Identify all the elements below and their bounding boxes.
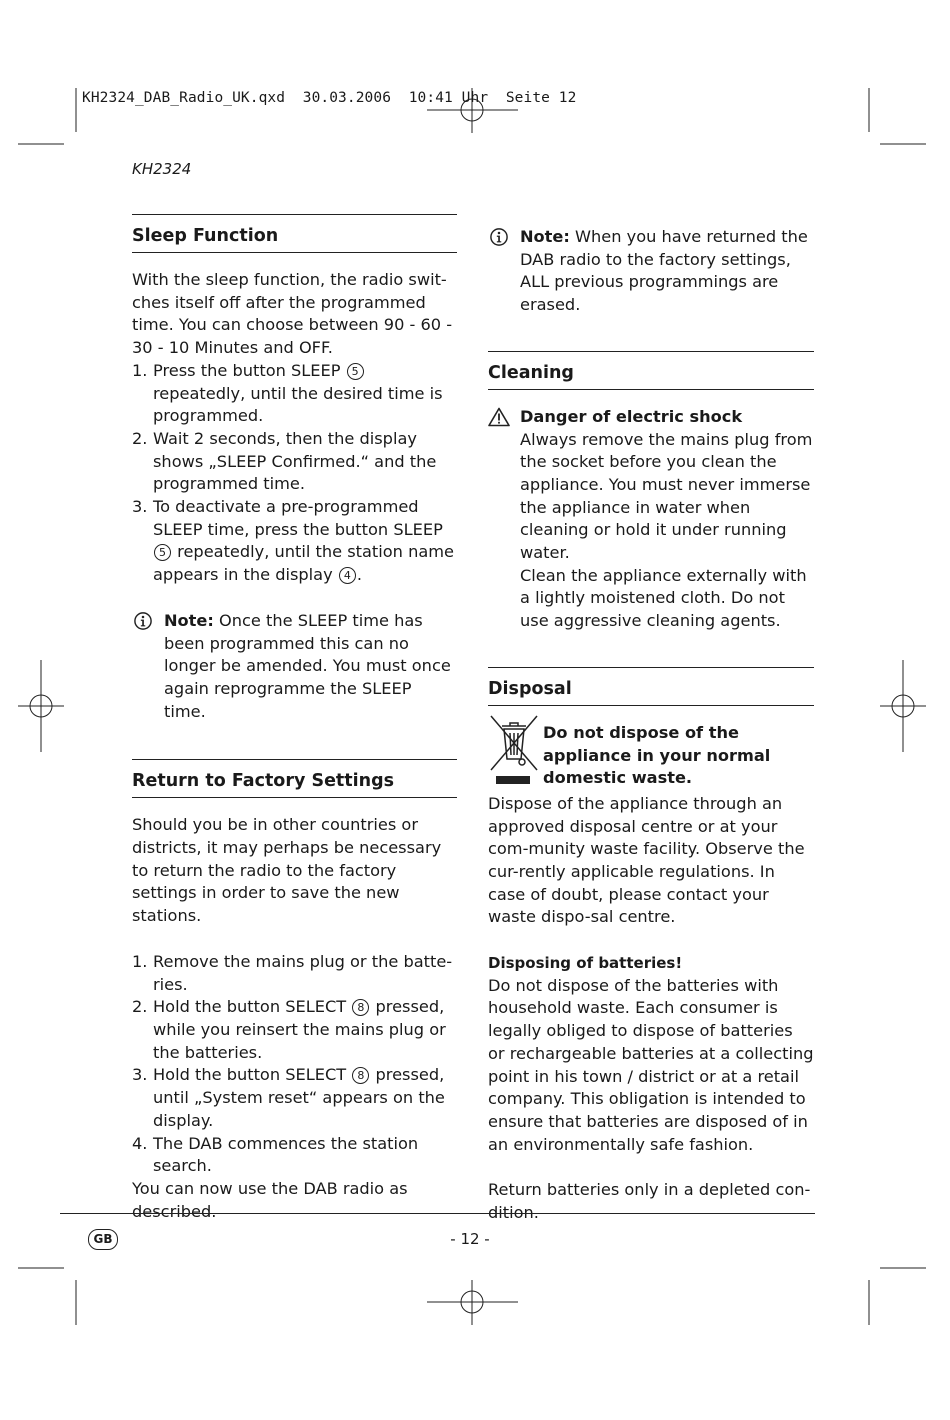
disposal-text: Dispose of the appliance through an approved disposal centre or at your com-munity waste facility. Observe the cur-rently applicable regulations. In case of doubt, please contact your waste dispo-sal centre.	[488, 793, 805, 927]
note-text: Once the SLEEP time has been programmed this can no longer be amended. You must once again reprogramme the SLEEP time.	[164, 610, 451, 721]
warning-triangle-icon	[488, 407, 510, 427]
cleaning-text: Clean the appliance externally with a lightly moistened cloth. Do not use aggressive cleaning agents.	[520, 565, 807, 631]
list-item: 4. The DAB commences the station search.	[132, 1133, 419, 1176]
list-item: 2. Hold the button SELECT 8 pressed, while you reinsert the mains plug or the batteries.	[132, 997, 446, 1062]
return-batteries-text: Return batteries only in a depleted con-dition.	[488, 1180, 811, 1223]
note-label: Note:	[520, 227, 570, 246]
footer-rule	[60, 1213, 815, 1214]
list-item: 1. Press the button SLEEP 5 repeatedly, until the desired time is programmed.	[132, 360, 443, 426]
warning-text: Always remove the mains plug from the socket before you clean the appliance. You must never immerse the appliance in water when cleaning or hold it under running water.	[520, 429, 813, 563]
cleaning-heading: Cleaning	[488, 351, 814, 390]
list-item: 3. To deactivate a pre-programmed SLEEP time, press the button SLEEP 5 repeatedly, until the station name appears in the display 4 .	[132, 497, 454, 585]
crossed-out-bin-icon	[488, 712, 540, 784]
display-number-badge: 4	[339, 567, 356, 584]
factory-settings-heading: Return to Factory Settings	[132, 759, 457, 798]
factory-outro: You can now use the DAB radio as described.	[132, 1178, 408, 1221]
sleep-function-heading: Sleep Function	[132, 214, 457, 253]
sleep-note	[132, 610, 457, 724]
disposal-heading: Disposal	[488, 667, 814, 706]
left-column	[132, 214, 457, 1223]
list-item: 1. Remove the mains plug or the batte-ries.	[132, 951, 453, 994]
warning-title: Danger of electric shock	[520, 406, 743, 426]
batteries-text: Do not dispose of the batteries with household waste. Each consumer is legally obliged to dispose of batteries or rechargeable batteries at a collecting point in his town / district or at a retail company. This obligation is intended to ensure that batteries are disposed of in an environmentally safe fashion.	[488, 975, 814, 1154]
country-badge: GB	[88, 1229, 118, 1250]
info-icon	[490, 228, 508, 246]
right-column	[488, 214, 814, 1225]
sleep-steps	[132, 360, 457, 587]
button-number-badge: 5	[347, 363, 364, 380]
list-item: 2. Wait 2 seconds, then the display shows „SLEEP Confirmed.“ and the programmed time.	[132, 428, 437, 494]
sleep-intro: With the sleep function, the radio swit-ches itself off after the programmed time. You can choose between 90 - 60 - 30 - 10 Minutes and OFF.	[132, 270, 453, 358]
batteries-heading: Disposing of batteries!	[488, 954, 683, 973]
button-number-badge: 8	[352, 999, 369, 1016]
page-number: - 12 -	[450, 1230, 490, 1248]
print-header: KH2324_DAB_Radio_UK.qxd 30.03.2006 10:41 Uhr Seite 12	[82, 90, 577, 106]
list-item: 3. Hold the button SELECT 8 pressed, until „System reset“ appears on the display.	[132, 1065, 445, 1130]
disposal-warning	[488, 722, 814, 792]
note-label: Note:	[164, 610, 214, 630]
factory-intro: Should you be in other countries or districts, it may perhaps be necessary to return the radio to the factory settings in order to save the new stations.	[132, 815, 442, 926]
button-number-badge: 5	[154, 544, 171, 561]
button-number-badge: 8	[352, 1067, 369, 1084]
bin-warning-text: Do not dispose of the appliance in your normal domestic waste.	[543, 722, 771, 788]
info-icon	[134, 612, 152, 630]
factory-steps	[132, 951, 457, 1178]
factory-note	[488, 226, 814, 317]
note-text: When you have returned the DAB radio to the factory settings, ALL previous programmings are erased.	[520, 227, 808, 315]
model-number: KH2324	[132, 160, 192, 178]
electric-shock-warning	[488, 406, 814, 633]
